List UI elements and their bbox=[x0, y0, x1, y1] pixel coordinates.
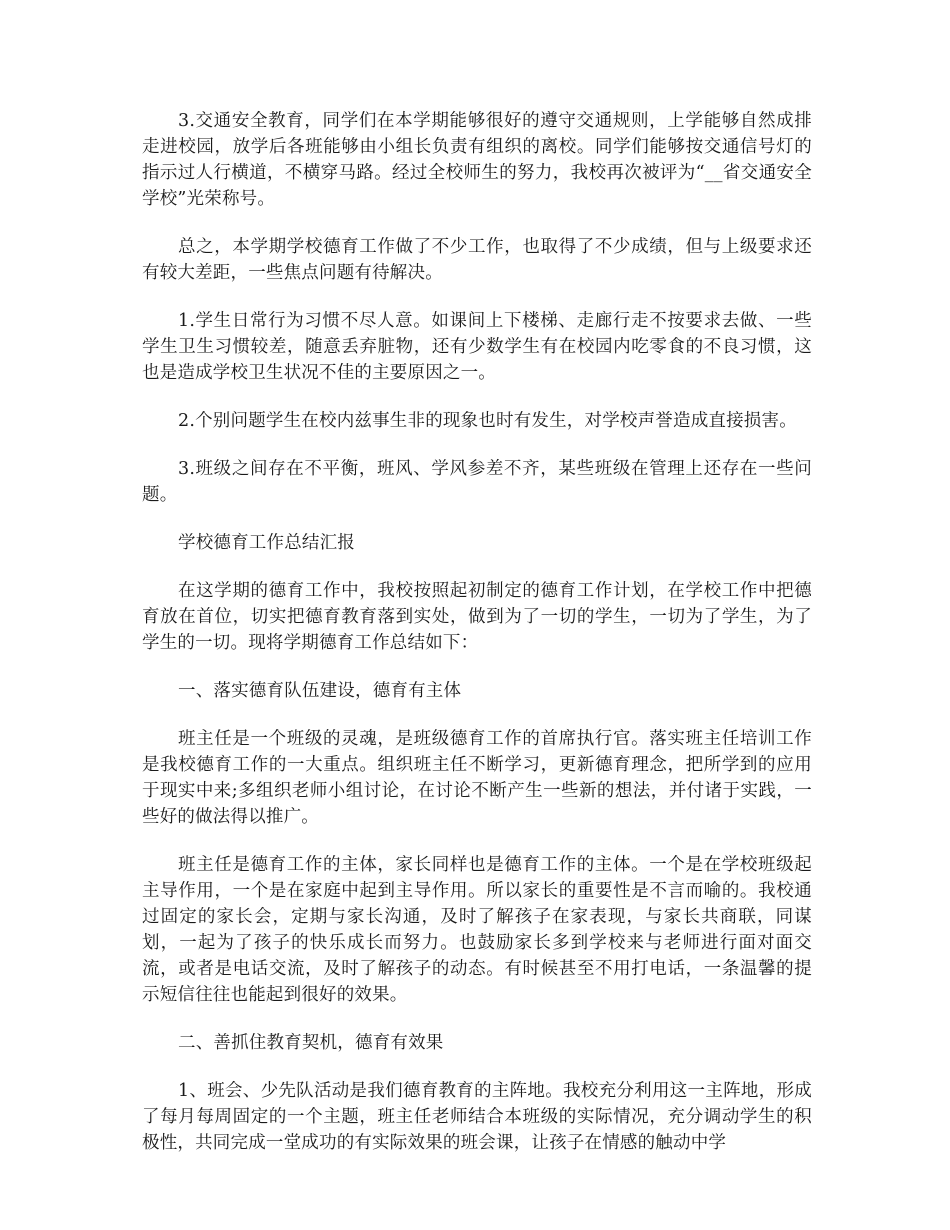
paragraph-intro: 在这学期的德育工作中，我校按照起初制定的德育工作计划，在学校工作中把德育放在首位，切实把德育教育落到实处，做到为了一切的学生，一切为了学生，为了学生的一切。现将学期德育工作总结如下： bbox=[142, 581, 812, 653]
section-title: 学校德育工作总结汇报 bbox=[178, 533, 355, 553]
paragraph-class-meetings: 1、班会、少先队活动是我们德育教育的主阵地。我校充分利用这一主阵地，形成了每月每周固定的一个主题，班主任老师结合本班级的实际情况，充分调动学生的积极性，共同完成一堂成功的有实际效果的班会课，让孩子在情感的触动中学 bbox=[142, 1081, 812, 1153]
paragraph-issue-problem-students: 2.个别问题学生在校内兹事生非的现象也时有发生，对学校声誉造成直接损害。 bbox=[178, 411, 797, 431]
paragraph-issue-habits: 1.学生日常行为习惯不尽人意。如课间上下楼梯、走廊行走不按要求去做、一些学生卫生习惯较差，随意丢弃脏物，还有少数学生有在校园内吃零食的不良习惯，这也是造成学校卫生状况不佳的主要原因之一。 bbox=[142, 311, 812, 383]
document-page bbox=[142, 108, 812, 1178]
heading-team-building: 一、落实德育队伍建设，德育有主体 bbox=[178, 681, 462, 701]
paragraph-traffic-safety: 3.交通安全教育，同学们在本学期能够很好的遵守交通规则，上学能够自然成排走进校园，放学后各班能够由小组长负责有组织的离校。同学们能够按交通信号灯的指示过人行横道，不横穿马路。经过全校师生的努力，我校再次被评为“__省交通安全学校”光荣称号。 bbox=[142, 111, 812, 209]
heading-education-opportunity: 二、善抓住教育契机，德育有效果 bbox=[178, 1033, 444, 1053]
paragraph-parents: 班主任是德育工作的主体，家长同样也是德育工作的主体。一个是在学校班级起主导作用，一个是在家庭中起到主导作用。所以家长的重要性是不言而喻的。我校通过固定的家长会，定期与家长沟通，及时了解孩子在家表现，与家长共商联，同谋划，一起为了孩子的快乐成长而努力。也鼓励家长多到学校来与老师进行面对面交流，或者是电话交流，及时了解孩子的动态。有时候甚至不用打电话，一条温馨的提示短信往往也能起到很好的效果。 bbox=[142, 855, 812, 1005]
paragraph-issue-class-imbalance: 3.班级之间存在不平衡，班风、学风参差不齐，某些班级在管理上还存在一些问题。 bbox=[142, 459, 812, 505]
paragraph-class-teacher: 班主任是一个班级的灵魂，是班级德育工作的首席执行官。落实班主任培训工作是我校德育工作的一大重点。组织班主任不断学习，更新德育理念，把所学到的应用于现实中来;多组织老师小组讨论，在讨论不断产生一些新的想法，并付诸于实践，一些好的做法得以推广。 bbox=[142, 729, 812, 827]
paragraph-summary: 总之，本学期学校德育工作做了不少工作，也取得了不少成绩，但与上级要求还有较大差距，一些焦点问题有待解决。 bbox=[142, 237, 812, 283]
